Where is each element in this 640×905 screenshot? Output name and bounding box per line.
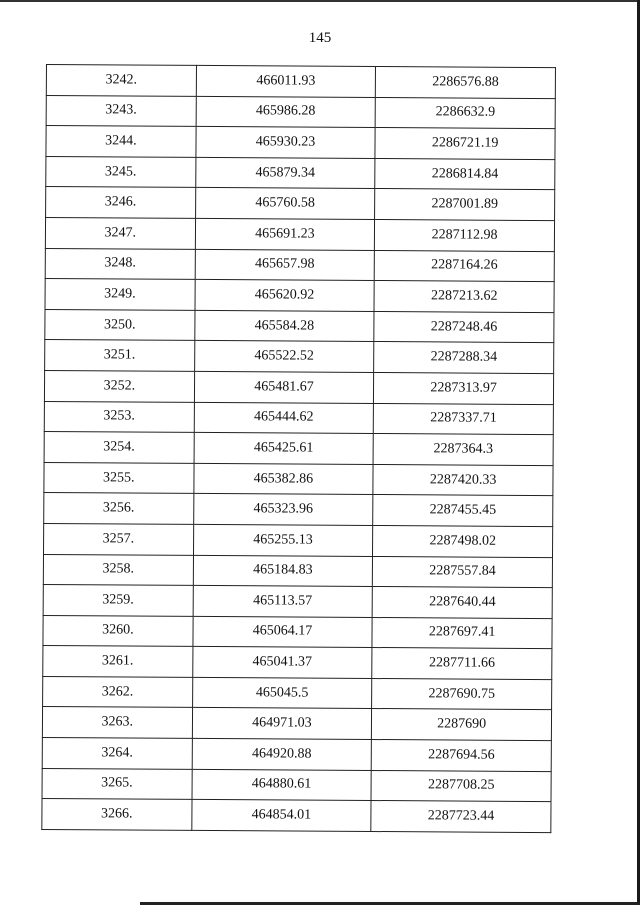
point-number-cell: 3249. bbox=[45, 279, 195, 311]
table-row bbox=[44, 462, 553, 496]
y-coordinate-cell: 2287248.46 bbox=[374, 311, 554, 343]
point-number-cell: 3251. bbox=[45, 340, 195, 372]
point-number-cell: 3260. bbox=[43, 615, 193, 647]
y-coordinate-cell: 2287164.26 bbox=[374, 250, 554, 282]
table-row bbox=[45, 279, 554, 313]
x-coordinate-cell: 465255.13 bbox=[193, 524, 373, 556]
x-coordinate-cell: 465522.52 bbox=[194, 341, 374, 373]
point-number-cell: 3247. bbox=[45, 217, 195, 249]
point-number-cell: 3252. bbox=[44, 370, 194, 402]
table-row bbox=[45, 309, 554, 343]
point-number-cell: 3257. bbox=[44, 523, 194, 555]
point-number-cell: 3244. bbox=[46, 126, 196, 158]
coordinates-table-body bbox=[42, 65, 556, 833]
y-coordinate-cell: 2287708.25 bbox=[371, 770, 551, 802]
table-row bbox=[42, 799, 551, 833]
page-number: 145 bbox=[308, 30, 332, 46]
y-coordinate-cell: 2287001.89 bbox=[375, 189, 555, 221]
y-coordinate-cell: 2286632.9 bbox=[375, 97, 555, 129]
x-coordinate-cell: 465184.83 bbox=[193, 555, 373, 587]
scan-edge-top bbox=[0, 0, 640, 2]
y-coordinate-cell: 2286814.84 bbox=[375, 158, 555, 190]
x-coordinate-cell: 465620.92 bbox=[195, 280, 375, 312]
x-coordinate-cell: 465444.62 bbox=[194, 402, 374, 434]
y-coordinate-cell: 2286576.88 bbox=[376, 67, 556, 99]
x-coordinate-cell: 466011.93 bbox=[196, 65, 376, 97]
x-coordinate-cell: 465382.86 bbox=[194, 463, 374, 495]
table-row bbox=[43, 585, 552, 619]
x-coordinate-cell: 465930.23 bbox=[196, 127, 376, 159]
x-coordinate-cell: 464971.03 bbox=[192, 708, 372, 740]
x-coordinate-cell: 465879.34 bbox=[195, 157, 375, 189]
y-coordinate-cell: 2287420.33 bbox=[373, 464, 553, 496]
y-coordinate-cell: 2287364.3 bbox=[373, 434, 553, 466]
y-coordinate-cell: 2286721.19 bbox=[375, 128, 555, 160]
point-number-cell: 3263. bbox=[42, 707, 192, 739]
x-coordinate-cell: 465323.96 bbox=[193, 494, 373, 526]
table-row bbox=[45, 340, 554, 374]
point-number-cell: 3245. bbox=[46, 156, 196, 188]
y-coordinate-cell: 2287723.44 bbox=[371, 801, 551, 833]
table-row bbox=[43, 676, 552, 710]
x-coordinate-cell: 465425.61 bbox=[194, 433, 374, 465]
y-coordinate-cell: 2287455.45 bbox=[373, 495, 553, 527]
point-number-cell: 3262. bbox=[43, 676, 193, 708]
y-coordinate-cell: 2287112.98 bbox=[375, 219, 555, 251]
table-row bbox=[42, 768, 551, 802]
y-coordinate-cell: 2287690 bbox=[372, 709, 552, 741]
y-coordinate-cell: 2287313.97 bbox=[374, 372, 554, 404]
y-coordinate-cell: 2287640.44 bbox=[372, 587, 552, 619]
point-number-cell: 3242. bbox=[46, 65, 196, 97]
point-number-cell: 3266. bbox=[42, 799, 192, 831]
y-coordinate-cell: 2287337.71 bbox=[374, 403, 554, 435]
table-row bbox=[46, 65, 555, 99]
point-number-cell: 3261. bbox=[43, 646, 193, 678]
table-row bbox=[46, 95, 555, 129]
x-coordinate-cell: 464854.01 bbox=[191, 800, 371, 832]
y-coordinate-cell: 2287697.41 bbox=[372, 617, 552, 649]
table-row bbox=[44, 493, 553, 527]
x-coordinate-cell: 465045.5 bbox=[192, 677, 372, 709]
table-row bbox=[44, 432, 553, 466]
y-coordinate-cell: 2287694.56 bbox=[371, 740, 551, 772]
x-coordinate-cell: 465657.98 bbox=[195, 249, 375, 281]
table-row bbox=[46, 156, 555, 190]
y-coordinate-cell: 2287690.75 bbox=[372, 678, 552, 710]
point-number-cell: 3253. bbox=[44, 401, 194, 433]
table-row bbox=[46, 187, 555, 221]
point-number-cell: 3248. bbox=[45, 248, 195, 280]
table-row bbox=[44, 370, 553, 404]
point-number-cell: 3265. bbox=[42, 768, 192, 800]
point-number-cell: 3246. bbox=[46, 187, 196, 219]
point-number-cell: 3255. bbox=[44, 462, 194, 494]
point-number-cell: 3256. bbox=[44, 493, 194, 525]
coordinates-table bbox=[41, 64, 556, 833]
point-number-cell: 3243. bbox=[46, 95, 196, 127]
x-coordinate-cell: 464920.88 bbox=[192, 738, 372, 770]
y-coordinate-cell: 2287711.66 bbox=[372, 648, 552, 680]
x-coordinate-cell: 465113.57 bbox=[193, 586, 373, 618]
point-number-cell: 3259. bbox=[43, 585, 193, 617]
x-coordinate-cell: 465064.17 bbox=[193, 616, 373, 648]
x-coordinate-cell: 465481.67 bbox=[194, 371, 374, 403]
table-row bbox=[43, 646, 552, 680]
y-coordinate-cell: 2287288.34 bbox=[374, 342, 554, 374]
table-row bbox=[45, 217, 554, 251]
y-coordinate-cell: 2287213.62 bbox=[374, 281, 554, 313]
x-coordinate-cell: 465760.58 bbox=[195, 188, 375, 220]
point-number-cell: 3254. bbox=[44, 432, 194, 464]
table-row bbox=[43, 554, 552, 588]
x-coordinate-cell: 465041.37 bbox=[192, 647, 372, 679]
table-row bbox=[43, 615, 552, 649]
table-row bbox=[46, 126, 555, 160]
x-coordinate-cell: 464880.61 bbox=[192, 769, 372, 801]
x-coordinate-cell: 465986.28 bbox=[196, 96, 376, 128]
x-coordinate-cell: 465584.28 bbox=[194, 310, 374, 342]
point-number-cell: 3258. bbox=[43, 554, 193, 586]
x-coordinate-cell: 465691.23 bbox=[195, 218, 375, 250]
table-row bbox=[44, 401, 553, 435]
point-number-cell: 3250. bbox=[45, 309, 195, 341]
table-row bbox=[44, 523, 553, 557]
table-row bbox=[42, 738, 551, 772]
table-row bbox=[45, 248, 554, 282]
y-coordinate-cell: 2287557.84 bbox=[373, 556, 553, 588]
point-number-cell: 3264. bbox=[42, 738, 192, 770]
y-coordinate-cell: 2287498.02 bbox=[373, 525, 553, 557]
table-row bbox=[42, 707, 551, 741]
